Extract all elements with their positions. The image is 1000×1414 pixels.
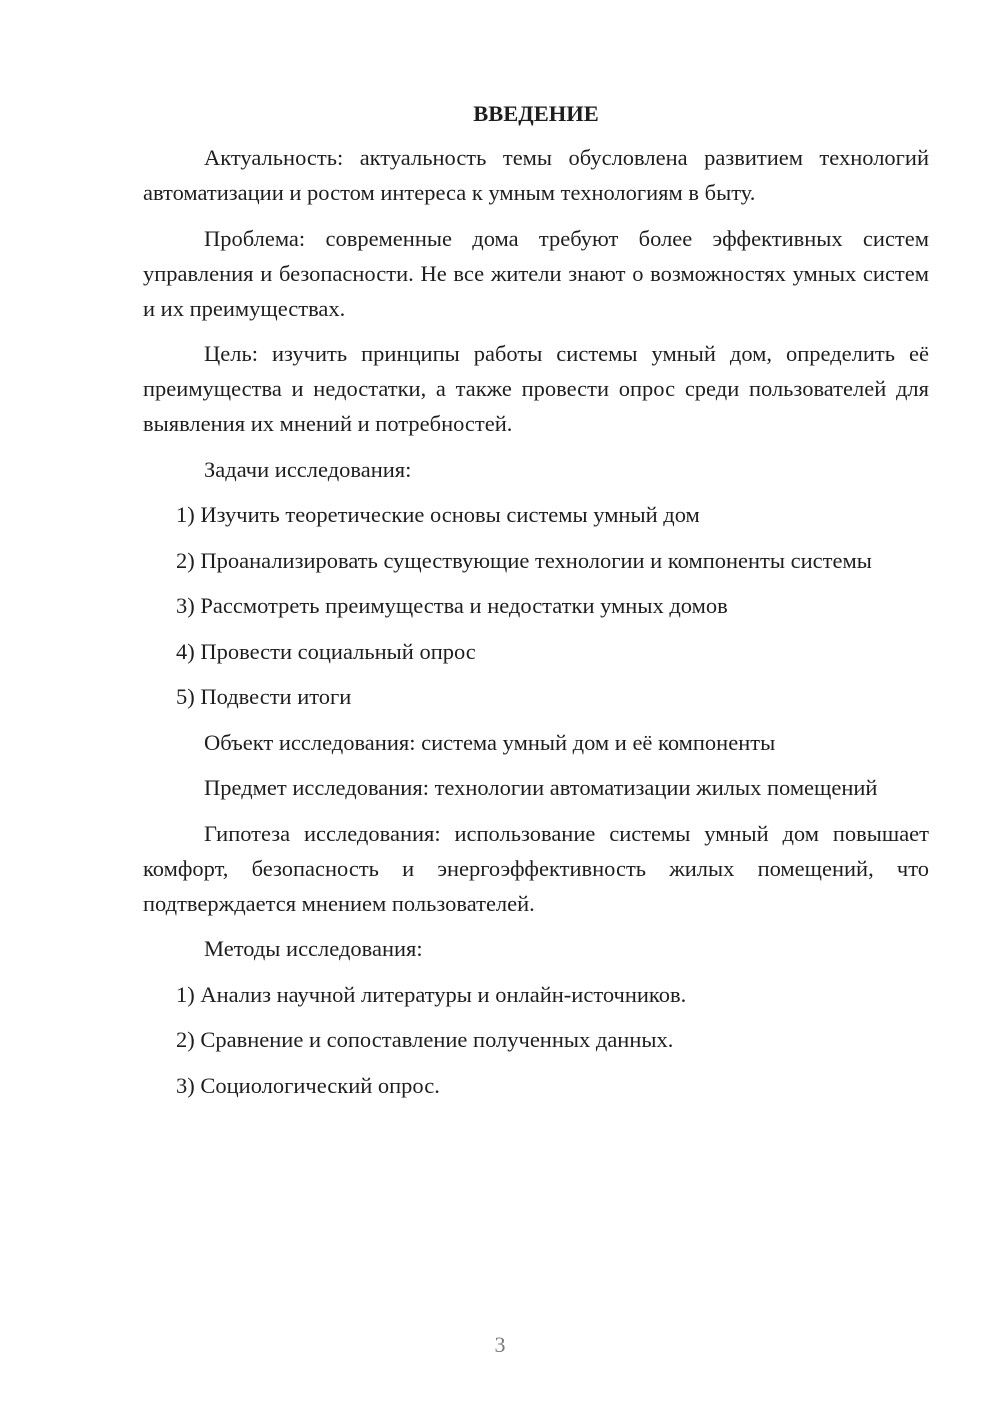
body-text [143,140,929,1103]
paragraph: Объект исследования: система умный дом и её компоненты [204,729,776,755]
page-number: 3 [494,1332,506,1357]
list-item: 2) Проанализировать существующие технологии и компоненты системы [176,547,872,573]
list-item: 1) Изучить теоретические основы системы умный дом [176,502,700,527]
paragraph: Задачи исследования: [204,456,412,482]
paragraph: Проблема: современные дома требуют более эффективных систем управления и безопасности. Не все жители знают о возможностях умных систем и их преимуществах. [143,225,929,321]
page-content [143,96,929,1113]
section-title: ВВЕДЕНИЕ [473,101,599,126]
paragraph: Методы исследования: [204,936,423,961]
list-item: 4) Провести социальный опрос [176,638,476,664]
paragraph: Цель: изучить принципы работы системы умный дом, определить её преимущества и недостатки, а также провести опрос среди пользователей для выявления их мнений и потребностей. [143,341,929,436]
paragraph: Актуальность: актуальность темы обусловлена развитием технологий автоматизации и ростом интереса к умным технологиям в быту. [143,145,929,205]
list-item: 2) Сравнение и сопоставление полученных данных. [176,1027,674,1052]
paragraph: Гипотеза исследования: использование системы умный дом повышает комфорт, безопасность и энергоэффективность жилых помещений, что подтверждается мнением пользователей. [143,820,929,916]
list-item: 5) Подвести итоги [176,684,352,709]
paragraph: Предмет исследования: технологии автоматизации жилых помещений [204,775,878,800]
list-item: 1) Анализ научной литературы и онлайн-источников. [176,981,687,1007]
list-item: 3) Социологический опрос. [176,1072,440,1098]
list-item: 3) Рассмотреть преимущества и недостатки умных домов [176,593,728,618]
